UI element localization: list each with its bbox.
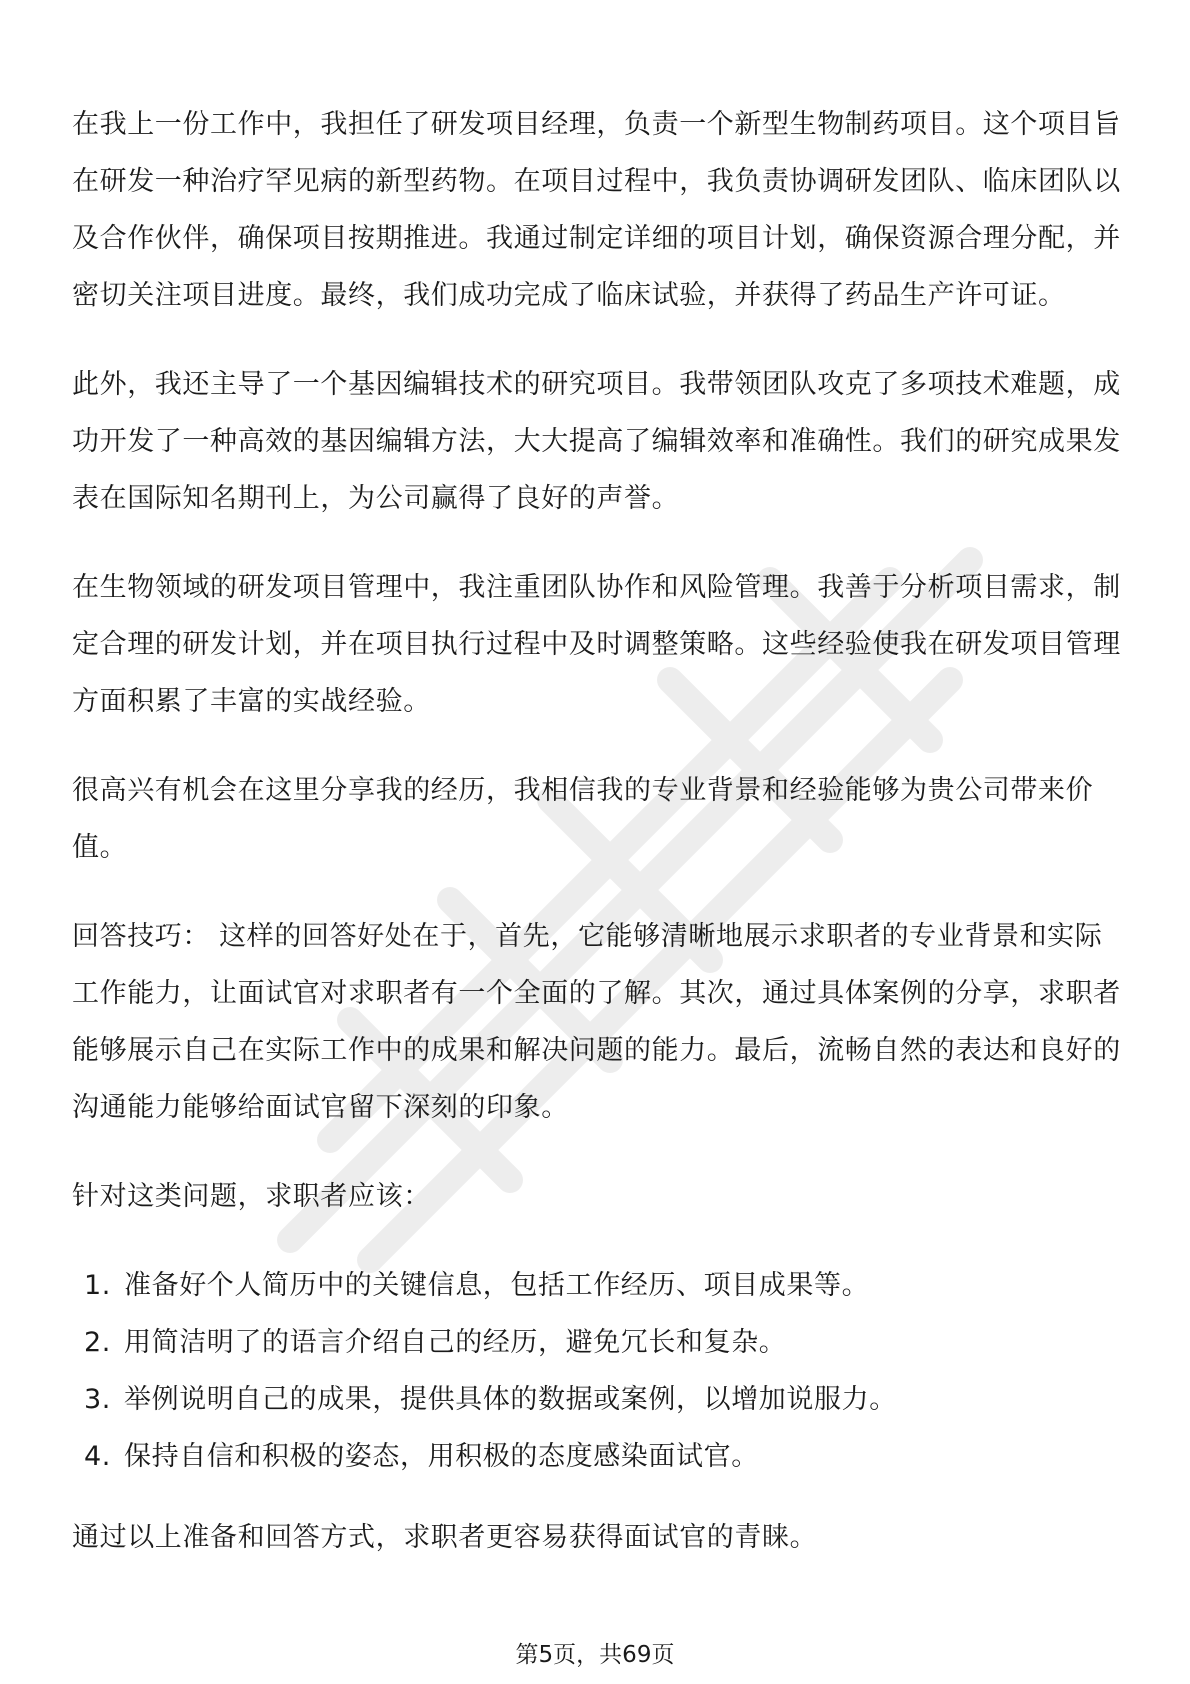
paragraph-project-manager: 在我上一份工作中，我担任了研发项目经理，负责一个新型生物制药项目。这个项目旨在研发一种治疗罕见病的新型药物。在项目过程中，我负责协调研发团队、临床团队以及合作伙伴，确保项目按期推进。我通过制定详细的项目计划，确保资源合理分配，并密切关注项目进度。最终，我们成功完成了临床试验，并获得了药品生产许可证。: [72, 109, 1121, 311]
paragraph-gene-editing: 此外，我还主导了一个基因编辑技术的研究项目。我带领团队攻克了多项技术难题，成功开发了一种高效的基因编辑方法，大大提高了编辑效率和准确性。我们的研究成果发表在国际知名期刊上，为公司赢得了良好的声誉。: [72, 369, 1121, 514]
list-item-text: 举例说明自己的成果，提供具体的数据或案例，以增加说服力。: [124, 1384, 897, 1415]
list-item-text: 保持自信和积极的姿态，用积极的态度感染面试官。: [124, 1441, 759, 1472]
paragraph-management-approach: 在生物领域的研发项目管理中，我注重团队协作和风险管理。我善于分析项目需求，制定合理的研发计划，并在项目执行过程中及时调整策略。这些经验使我在研发项目管理方面积累了丰富的实战经验。: [72, 572, 1121, 717]
list-item-text: 准备好个人简历中的关键信息，包括工作经历、项目成果等。: [124, 1270, 870, 1301]
advice-list: [72, 1257, 1122, 1485]
list-item: [84, 1371, 1122, 1428]
page-number-footer: 第5页，共69页: [515, 1642, 675, 1668]
list-item-text: 用简洁明了的语言介绍自己的经历，避免冗长和复杂。: [124, 1327, 787, 1358]
paragraph-answer-tips: 回答技巧： 这样的回答好处在于，首先，它能够清晰地展示求职者的专业背景和实际工作能力，让面试官对求职者有一个全面的了解。其次，通过具体案例的分享，求职者能够展示自己在实际工作中的成果和解决问题的能力。最后，流畅自然的表达和良好的沟通能力能够给面试官留下深刻的印象。: [72, 921, 1121, 1123]
paragraph-advice-intro: 针对这类问题，求职者应该：: [72, 1181, 431, 1212]
list-item: [84, 1314, 1122, 1371]
list-item-number: 1.: [84, 1270, 111, 1301]
paragraph-conclusion: 通过以上准备和回答方式，求职者更容易获得面试官的青睐。: [72, 1522, 818, 1553]
list-item: [84, 1257, 1122, 1314]
list-item-number: 2.: [84, 1327, 111, 1358]
paragraph-closing-statement: 很高兴有机会在这里分享我的经历，我相信我的专业背景和经验能够为贵公司带来价值。: [72, 775, 1094, 863]
list-item-number: 3.: [84, 1384, 111, 1415]
list-item: [84, 1428, 1122, 1485]
main-content: [72, 96, 1122, 1598]
list-item-number: 4.: [84, 1441, 111, 1472]
